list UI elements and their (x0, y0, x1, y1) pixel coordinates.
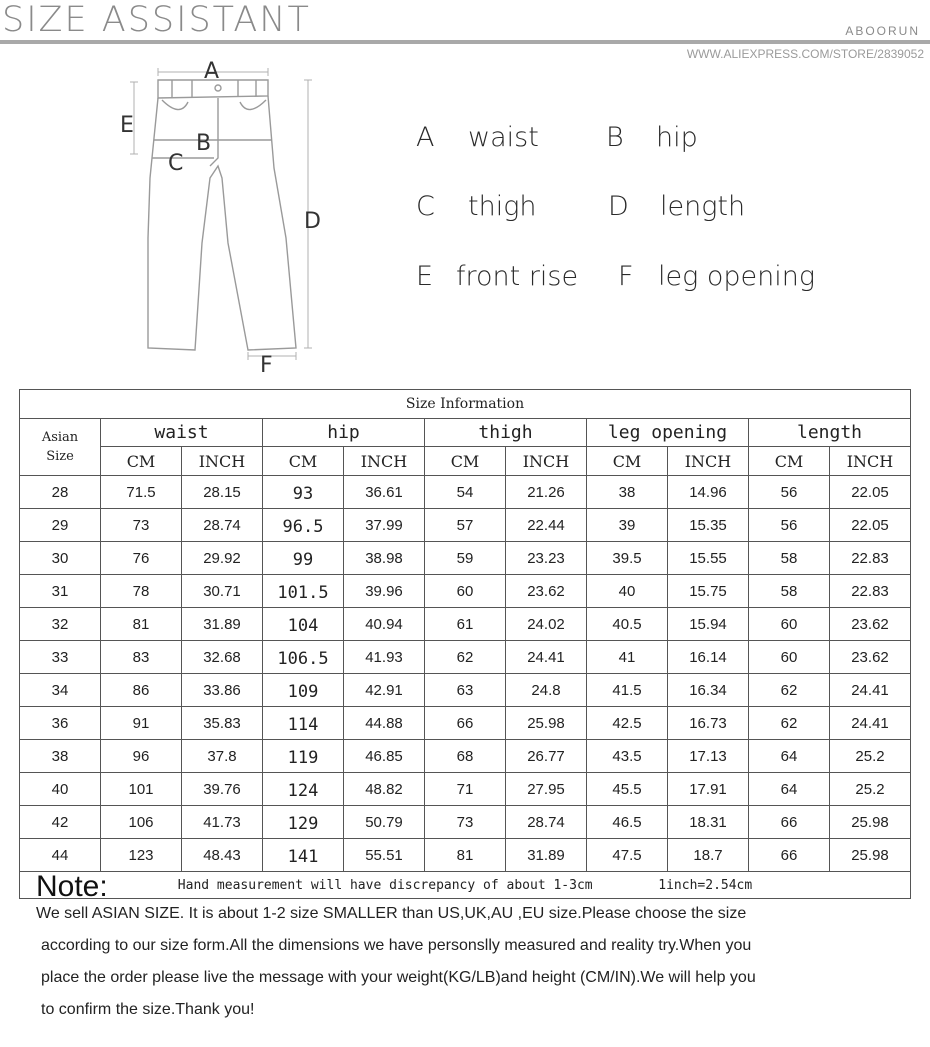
cell-thigh-cm: 73 (425, 806, 506, 839)
cell-length-cm: 56 (749, 476, 830, 509)
table-row (20, 839, 911, 872)
cell-length-inch: 23.62 (830, 641, 911, 674)
page-title: SIZE ASSISTANT (2, 0, 311, 40)
cell-length-inch: 22.83 (830, 575, 911, 608)
cell-leg-opening-inch: 18.7 (668, 839, 749, 872)
cell-leg-opening-cm: 41 (587, 641, 668, 674)
cell-thigh-inch: 26.77 (506, 740, 587, 773)
cell-waist-inch: 28.15 (182, 476, 263, 509)
cell-hip-cm: 124 (263, 773, 344, 806)
cell-length-inch: 25.2 (830, 773, 911, 806)
cell-leg-opening-cm: 47.5 (587, 839, 668, 872)
group-header-hip: hip (263, 419, 425, 447)
cell-waist-inch: 31.89 (182, 608, 263, 641)
cell-leg-opening-inch: 16.34 (668, 674, 749, 707)
cell-waist-inch: 37.8 (182, 740, 263, 773)
cell-length-cm: 66 (749, 839, 830, 872)
table-row (20, 674, 911, 707)
cell-length-inch: 23.62 (830, 608, 911, 641)
cell-length-cm: 58 (749, 575, 830, 608)
cell-hip-cm: 96.5 (263, 509, 344, 542)
cell-thigh-cm: 66 (425, 707, 506, 740)
cell-size: 40 (20, 773, 101, 806)
measurement-legend (412, 118, 882, 318)
table-row (20, 740, 911, 773)
cell-size: 44 (20, 839, 101, 872)
cell-length-inch: 22.83 (830, 542, 911, 575)
table-row (20, 707, 911, 740)
diagram-label-a: A (204, 59, 220, 84)
unit-header-inch: INCH (830, 447, 911, 476)
cell-hip-inch: 37.99 (344, 509, 425, 542)
cell-thigh-cm: 60 (425, 575, 506, 608)
cell-waist-inch: 48.43 (182, 839, 263, 872)
cell-length-inch: 25.98 (830, 839, 911, 872)
diagram-label-c: C (168, 151, 184, 176)
legend-item-length: D length (608, 191, 746, 222)
cell-length-cm: 62 (749, 707, 830, 740)
cell-length-cm: 58 (749, 542, 830, 575)
table-caption: Size Information (20, 390, 911, 419)
unit-header-inch: INCH (182, 447, 263, 476)
diagram-label-d: D (304, 209, 321, 234)
cell-leg-opening-inch: 15.35 (668, 509, 749, 542)
cell-thigh-cm: 71 (425, 773, 506, 806)
cell-thigh-inch: 24.8 (506, 674, 587, 707)
cell-leg-opening-inch: 15.55 (668, 542, 749, 575)
cell-hip-inch: 41.93 (344, 641, 425, 674)
cell-length-cm: 56 (749, 509, 830, 542)
cell-thigh-cm: 68 (425, 740, 506, 773)
conversion-note: 1inch=2.54cm (658, 877, 753, 893)
cell-thigh-inch: 23.23 (506, 542, 587, 575)
cell-hip-inch: 44.88 (344, 707, 425, 740)
cell-length-inch: 22.05 (830, 476, 911, 509)
note-line: according to our size form.All the dimensions we have personslly measured and reality try.When you (41, 937, 752, 954)
cell-hip-inch: 48.82 (344, 773, 425, 806)
cell-thigh-inch: 27.95 (506, 773, 587, 806)
size-table (19, 389, 911, 899)
group-header-length: length (749, 419, 911, 447)
cell-hip-inch: 55.51 (344, 839, 425, 872)
cell-leg-opening-inch: 17.13 (668, 740, 749, 773)
cell-waist-cm: 86 (101, 674, 182, 707)
table-row (20, 476, 911, 509)
cell-size: 42 (20, 806, 101, 839)
table-row (20, 575, 911, 608)
cell-length-inch: 22.05 (830, 509, 911, 542)
cell-waist-inch: 29.92 (182, 542, 263, 575)
note-title: Note: (36, 870, 108, 903)
cell-waist-cm: 76 (101, 542, 182, 575)
note-line: We sell ASIAN SIZE. It is about 1-2 size SMALLER than US,UK,AU ,EU size.Please choose the size (36, 905, 747, 922)
cell-hip-cm: 119 (263, 740, 344, 773)
cell-size: 36 (20, 707, 101, 740)
legend-item-waist: A waist (416, 122, 539, 153)
cell-length-inch: 25.98 (830, 806, 911, 839)
table-row (20, 542, 911, 575)
diagram-label-f: F (260, 353, 273, 378)
cell-hip-inch: 38.98 (344, 542, 425, 575)
cell-thigh-inch: 31.89 (506, 839, 587, 872)
group-header-leg-opening: leg opening (587, 419, 749, 447)
cell-leg-opening-cm: 42.5 (587, 707, 668, 740)
cell-waist-inch: 41.73 (182, 806, 263, 839)
note-line: to confirm the size.Thank you! (41, 1001, 255, 1018)
table-row (20, 773, 911, 806)
diagram-label-b: B (196, 131, 212, 156)
cell-size: 34 (20, 674, 101, 707)
cell-length-cm: 66 (749, 806, 830, 839)
cell-thigh-cm: 59 (425, 542, 506, 575)
cell-leg-opening-cm: 40 (587, 575, 668, 608)
legend-item-front-rise: E front rise (416, 261, 579, 292)
cell-leg-opening-inch: 14.96 (668, 476, 749, 509)
cell-waist-inch: 35.83 (182, 707, 263, 740)
unit-header-cm: CM (101, 447, 182, 476)
cell-size: 31 (20, 575, 101, 608)
unit-header-inch: INCH (506, 447, 587, 476)
cell-leg-opening-inch: 17.91 (668, 773, 749, 806)
cell-leg-opening-cm: 46.5 (587, 806, 668, 839)
table-row (20, 509, 911, 542)
legend-item-hip: B hip (606, 122, 698, 153)
cell-hip-cm: 109 (263, 674, 344, 707)
cell-size: 32 (20, 608, 101, 641)
cell-thigh-cm: 63 (425, 674, 506, 707)
cell-hip-inch: 39.96 (344, 575, 425, 608)
cell-thigh-inch: 28.74 (506, 806, 587, 839)
cell-hip-cm: 129 (263, 806, 344, 839)
cell-waist-inch: 32.68 (182, 641, 263, 674)
cell-waist-inch: 33.86 (182, 674, 263, 707)
unit-header-cm: CM (425, 447, 506, 476)
cell-hip-cm: 141 (263, 839, 344, 872)
cell-length-cm: 60 (749, 641, 830, 674)
cell-leg-opening-inch: 18.31 (668, 806, 749, 839)
cell-hip-cm: 104 (263, 608, 344, 641)
table-row (20, 806, 911, 839)
size-column-header: Asian Size (20, 419, 101, 476)
cell-leg-opening-cm: 38 (587, 476, 668, 509)
discrepancy-note: Hand measurement will have discrepancy of about 1-3cm (177, 877, 593, 893)
unit-header-cm: CM (587, 447, 668, 476)
cell-waist-cm: 91 (101, 707, 182, 740)
cell-leg-opening-inch: 16.14 (668, 641, 749, 674)
cell-size: 38 (20, 740, 101, 773)
pants-diagram (110, 58, 340, 378)
cell-waist-cm: 123 (101, 839, 182, 872)
cell-thigh-cm: 61 (425, 608, 506, 641)
group-header-waist: waist (101, 419, 263, 447)
cell-leg-opening-cm: 39 (587, 509, 668, 542)
cell-length-inch: 24.41 (830, 707, 911, 740)
cell-waist-cm: 73 (101, 509, 182, 542)
header-divider (0, 40, 930, 44)
cell-length-cm: 64 (749, 773, 830, 806)
cell-thigh-inch: 21.26 (506, 476, 587, 509)
cell-leg-opening-cm: 41.5 (587, 674, 668, 707)
cell-waist-cm: 106 (101, 806, 182, 839)
cell-length-cm: 64 (749, 740, 830, 773)
cell-thigh-cm: 81 (425, 839, 506, 872)
cell-hip-inch: 50.79 (344, 806, 425, 839)
note-line: place the order please live the message with your weight(KG/LB)and height (CM/IN).We will help you (41, 969, 756, 986)
cell-hip-cm: 106.5 (263, 641, 344, 674)
cell-leg-opening-cm: 45.5 (587, 773, 668, 806)
cell-thigh-cm: 57 (425, 509, 506, 542)
cell-thigh-inch: 23.62 (506, 575, 587, 608)
cell-size: 30 (20, 542, 101, 575)
cell-length-cm: 62 (749, 674, 830, 707)
unit-header-inch: INCH (344, 447, 425, 476)
cell-leg-opening-inch: 16.73 (668, 707, 749, 740)
cell-waist-inch: 28.74 (182, 509, 263, 542)
size-table-body (20, 476, 911, 872)
cell-waist-cm: 81 (101, 608, 182, 641)
cell-hip-inch: 46.85 (344, 740, 425, 773)
unit-header-cm: CM (263, 447, 344, 476)
cell-thigh-inch: 24.02 (506, 608, 587, 641)
store-url: WWW.ALIEXPRESS.COM/STORE/2839052 (686, 47, 924, 61)
unit-header-inch: INCH (668, 447, 749, 476)
cell-hip-inch: 36.61 (344, 476, 425, 509)
cell-hip-cm: 101.5 (263, 575, 344, 608)
table-row (20, 641, 911, 674)
cell-waist-cm: 101 (101, 773, 182, 806)
brand-name: ABOORUN (845, 24, 920, 38)
cell-thigh-inch: 22.44 (506, 509, 587, 542)
cell-thigh-cm: 62 (425, 641, 506, 674)
unit-header-cm: CM (749, 447, 830, 476)
cell-hip-inch: 42.91 (344, 674, 425, 707)
cell-leg-opening-cm: 43.5 (587, 740, 668, 773)
cell-length-inch: 24.41 (830, 674, 911, 707)
cell-hip-cm: 93 (263, 476, 344, 509)
legend-item-thigh: C thigh (416, 191, 537, 222)
cell-leg-opening-inch: 15.75 (668, 575, 749, 608)
cell-length-cm: 60 (749, 608, 830, 641)
cell-hip-cm: 114 (263, 707, 344, 740)
cell-waist-cm: 71.5 (101, 476, 182, 509)
cell-waist-cm: 96 (101, 740, 182, 773)
table-footnote (20, 872, 911, 899)
cell-hip-cm: 99 (263, 542, 344, 575)
cell-thigh-inch: 25.98 (506, 707, 587, 740)
legend-item-leg-opening: F leg opening (618, 261, 816, 292)
cell-size: 33 (20, 641, 101, 674)
cell-leg-opening-cm: 39.5 (587, 542, 668, 575)
cell-length-inch: 25.2 (830, 740, 911, 773)
diagram-label-e: E (120, 113, 134, 138)
cell-leg-opening-inch: 15.94 (668, 608, 749, 641)
cell-thigh-inch: 24.41 (506, 641, 587, 674)
cell-size: 28 (20, 476, 101, 509)
cell-waist-cm: 78 (101, 575, 182, 608)
cell-size: 29 (20, 509, 101, 542)
cell-hip-inch: 40.94 (344, 608, 425, 641)
cell-thigh-cm: 54 (425, 476, 506, 509)
cell-waist-inch: 39.76 (182, 773, 263, 806)
pants-outline (148, 96, 296, 350)
cell-leg-opening-cm: 40.5 (587, 608, 668, 641)
group-header-thigh: thigh (425, 419, 587, 447)
table-row (20, 608, 911, 641)
cell-waist-cm: 83 (101, 641, 182, 674)
cell-waist-inch: 30.71 (182, 575, 263, 608)
